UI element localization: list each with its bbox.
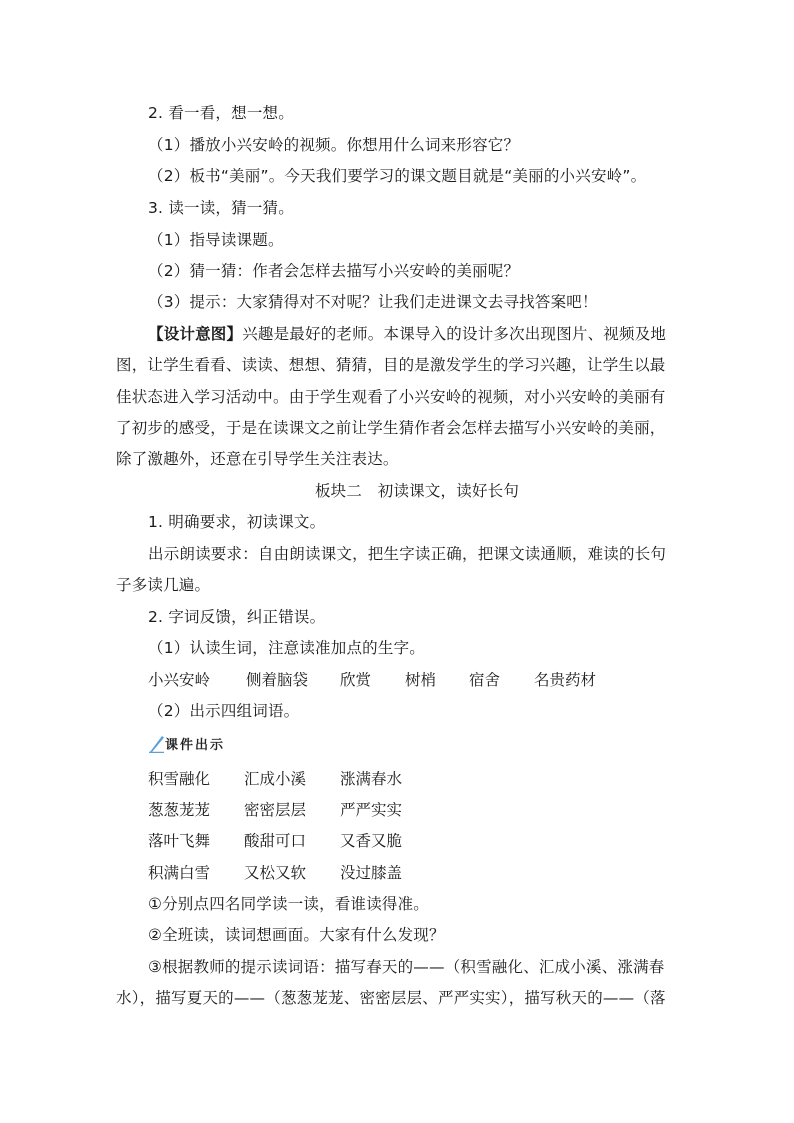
courseware-label: 课件出示 [165,738,226,753]
step-3-item-3: （3）提示：大家猜得对不对呢？让我们走进课文去寻找答案吧！ [148,293,598,311]
word-group-item: 又香又脆 [340,832,403,850]
courseware-pen-icon [148,733,166,753]
word-group-item: 积满白雪 [148,864,211,882]
word-group-item: 涨满春水 [340,770,403,788]
step-3-item-1: （1）指导读课题。 [148,231,284,249]
activity-item-3-cont: 水），描写夏天的——（葱葱茏茏、密密层层、严严实实），描写秋天的——（落 [116,989,666,1007]
vocab-word: 欣赏 [340,671,372,689]
word-group-item: 酸甜可口 [244,832,307,850]
word-group-item: 密密层层 [244,801,307,819]
vocab-word: 侧着脑袋 [246,671,309,689]
step-3-item-2: （2）猜一猜：作者会怎样去描写小兴安岭的美丽呢？ [148,262,520,280]
section-title: 板块二 初读课文，读好长句 [314,482,520,500]
word-group-item: 落叶飞舞 [148,832,211,850]
design-intent-line-2: 图，让学生看看、读读、想想、猜猜，目的是激发学生的学习兴趣，让学生以最 [116,356,666,374]
word-group-item: 又松又软 [244,864,307,882]
word-group-item: 汇成小溪 [244,770,307,788]
step-2-item-2: （2）板书“美丽”。今天我们要学习的课文题目就是“美丽的小兴安岭”。 [148,167,647,185]
design-intent-first-line [148,324,666,344]
step-2b-item-1: （1）认读生词，注意读准加点的生字。 [148,639,425,657]
reading-requirement-line-1: 出示朗读要求：自由朗读课文，把生字读正确，把课文读通顺，难读的长句 [148,545,667,563]
step-2b-heading: 2. 字词反馈，纠正错误。 [148,608,326,626]
design-intent-line-5: 除了激趣外，还意在引导学生关注表达。 [116,450,399,468]
step-2b-item-2: （2）出示四组词语。 [148,702,300,720]
courseware-heading [148,733,268,753]
step-2-item-1: （1）播放小兴安岭的视频。你想用什么词来形容它？ [148,136,520,154]
word-group-item: 没过膝盖 [340,864,403,882]
activity-item-2: ②全班读，读词想画面。大家有什么发现？ [148,926,445,944]
reading-requirement-line-2: 子多读几遍。 [116,576,211,594]
vocab-word: 小兴安岭 [148,671,211,689]
activity-item-1: ①分别点四名同学读一读，看谁读得准。 [148,895,429,913]
design-intent-line-3: 佳状态进入学习活动中。由于学生观看了小兴安岭的视频，对小兴安岭的美丽有 [116,388,666,406]
word-group-item: 严严实实 [340,801,403,819]
step-3-heading: 3. 读一读，猜一猜。 [148,199,294,217]
word-group-item: 葱葱茏茏 [148,801,211,819]
activity-item-3: ③根据教师的提示读词语：描写春天的——（积雪融化、汇成小溪、涨满春 [148,958,665,976]
design-intent-tag: 【设计意图】 [148,325,243,343]
design-intent-line-4: 了初步的感受，于是在读课文之前让学生猜作者会怎样去描写小兴安岭的美丽， [116,419,666,437]
vocab-word: 宿舍 [469,671,501,689]
word-group-item: 积雪融化 [148,770,211,788]
vocab-word: 树梢 [405,671,437,689]
vocab-word: 名贵药材 [534,671,597,689]
step-1-heading: 1. 明确要求，初读课文。 [148,513,326,531]
design-intent-text: 兴趣是最好的老师。本课导入的设计多次出现图片、视频及地 [242,325,667,343]
step-2-heading: 2. 看一看，想一想。 [148,104,294,122]
